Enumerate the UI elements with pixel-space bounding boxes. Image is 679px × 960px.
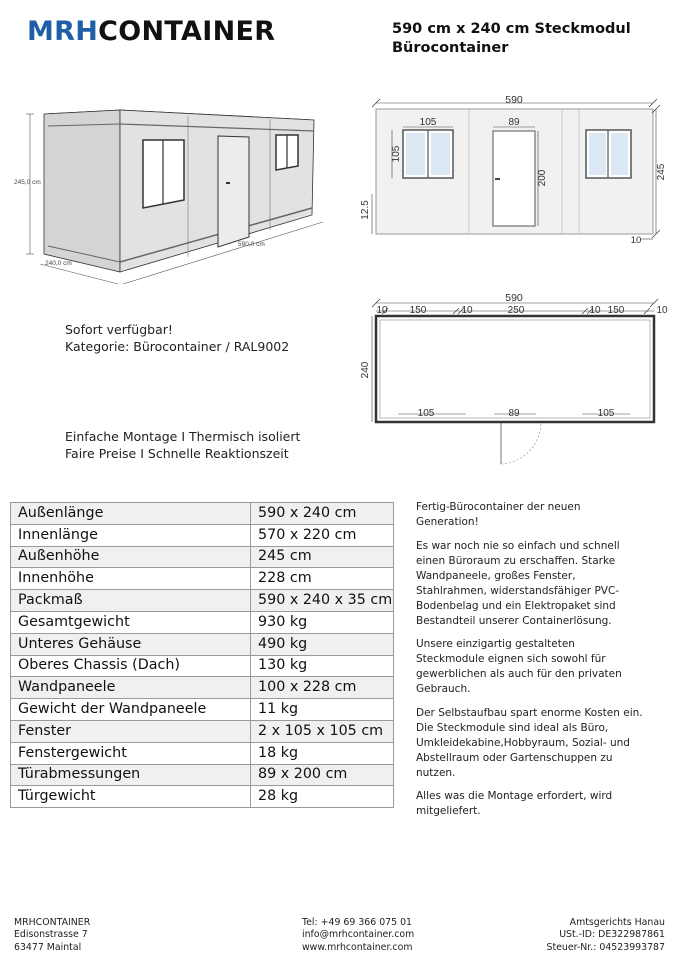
front-total-width: 590 [505,94,523,106]
specs-table-body [11,503,394,808]
logo-part-1: MRH [27,16,99,47]
spec-value: 590 x 240 cm [251,503,394,525]
front-door-width: 89 [508,117,520,128]
front-window-width: 105 [419,117,437,128]
plan-window-right: 105 [597,408,615,419]
plan-seg-3: 10 [461,305,473,316]
plan-window-left: 105 [417,408,435,419]
spec-row [11,677,394,699]
spec-label: Wandpaneele [11,677,251,699]
spec-value: 89 x 200 cm [251,764,394,786]
spec-label: Fenster [11,720,251,742]
title-line-1: 590 cm x 240 cm Steckmodul [392,21,631,37]
spec-row [11,546,394,568]
container-isometric-drawing [8,104,338,294]
spec-label: Fenstergewicht [11,742,251,764]
front-elevation-drawing [358,92,674,252]
spec-row [11,590,394,612]
spec-value: 18 kg [251,742,394,764]
plan-total-width: 590 [505,292,523,304]
plan-seg-6: 150 [607,305,625,316]
spec-row [11,699,394,721]
spec-row [11,524,394,546]
spec-label: Türabmessungen [11,764,251,786]
spec-row [11,568,394,590]
front-door-height: 200 [537,169,548,187]
spec-row [11,720,394,742]
availability-line: Sofort verfügbar! [65,322,173,337]
features-line-2: Faire Preise I Schnelle Reaktionszeit [65,446,289,461]
spec-value: 570 x 220 cm [251,524,394,546]
footer-company: MRHCONTAINER [14,917,91,928]
footer-web[interactable]: www.mrhcontainer.com [302,941,413,953]
availability-info [65,321,289,355]
spec-row [11,503,394,525]
spec-value: 2 x 105 x 105 cm [251,720,394,742]
front-height: 245 [656,163,667,181]
plan-seg-5: 10 [589,305,601,316]
title-line-2: Bürocontainer [392,40,509,56]
spec-label: Packmaß [11,590,251,612]
spec-label: Gewicht der Wandpaneele [11,699,251,721]
plan-door: 89 [508,408,520,419]
spec-value: 228 cm [251,568,394,590]
spec-label: Außenlänge [11,503,251,525]
spec-row [11,764,394,786]
footer-vat: USt.-ID: DE322987861 [559,929,665,941]
footer-city: 63477 Maintal [14,941,82,953]
spec-value: 100 x 228 cm [251,677,394,699]
footer-court: Amtsgerichts Hanau [569,917,665,928]
footer-tax: Steuer-Nr.: 04523993787 [546,941,665,953]
spec-row [11,611,394,633]
footer-email[interactable]: info@mrhcontainer.com [302,929,415,941]
spec-value: 28 kg [251,786,394,808]
spec-label: Innenlänge [11,524,251,546]
iso-height-label: 245,0 cm [14,179,41,186]
logo-part-2: CONTAINER [98,16,276,47]
spec-label: Gesamtgewicht [11,611,251,633]
spec-row [11,655,394,677]
front-bottom-offset: 12.5 [360,200,371,220]
page-title [392,20,631,58]
iso-width-label: 240,0 cm [45,260,72,267]
spec-value: 590 x 240 x 35 cm [251,590,394,612]
front-window-height: 105 [391,145,402,163]
front-corner: 10 [630,235,642,246]
category-line: Kategorie: Bürocontainer / RAL9002 [65,339,290,354]
spec-label: Innenhöhe [11,568,251,590]
spec-row [11,786,394,808]
spec-value: 130 kg [251,655,394,677]
plan-seg-4: 250 [507,305,525,316]
brand-logo [27,18,275,45]
spec-value: 490 kg [251,633,394,655]
footer-contact [302,917,414,954]
description-p3: Unsere einzigartig gestalteten Steckmodule eignen sich sowohl für gewerblichen als auch für den privaten Gebrauch. [416,638,622,695]
spec-label: Türgewicht [11,786,251,808]
spec-label: Unteres Gehäuse [11,633,251,655]
spec-value: 930 kg [251,611,394,633]
features-info [65,428,300,462]
footer-legal [547,917,665,954]
description-p4: Der Selbstaufbau spart enorme Kosten ein. Die Steckmodule sind ideal als Büro, Umkleidekabine,Hobbyraum, Sozial- und Abstellraum oder Gartenschuppen zu nutzen. [416,706,643,779]
features-line-1: Einfache Montage I Thermisch isoliert [65,429,301,444]
spec-label: Oberes Chassis (Dach) [11,655,251,677]
plan-seg-2: 150 [409,305,427,316]
floor-plan-drawing [358,288,676,468]
iso-length-label: 590,0 cm [238,241,265,248]
spec-label: Außenhöhe [11,546,251,568]
product-description [416,500,644,828]
description-p1: Fertig-Bürocontainer der neuen Generation! [416,501,581,528]
specs-table [10,502,394,808]
spec-value: 11 kg [251,699,394,721]
plan-seg-7: 10 [656,305,668,316]
plan-depth: 240 [360,361,371,379]
plan-seg-1: 10 [376,305,388,316]
description-p5: Alles was die Montage erfordert, wird mitgeliefert. [416,790,613,817]
spec-row [11,633,394,655]
description-p2: Es war noch nie so einfach und schnell einen Büroraum zu erschaffen. Starke Wandpaneele, großes Fenster, Stahlrahmen, widerstandsfähiger PVC-Bodenbelag und ein Elektropaket sind Bestandteil unserer Containerlösung. [416,539,620,627]
footer-address [14,917,90,954]
spec-row [11,742,394,764]
footer-street: Edisonstrasse 7 [14,929,88,941]
spec-value: 245 cm [251,546,394,568]
footer-phone: Tel: +49 69 366 075 01 [302,917,412,928]
